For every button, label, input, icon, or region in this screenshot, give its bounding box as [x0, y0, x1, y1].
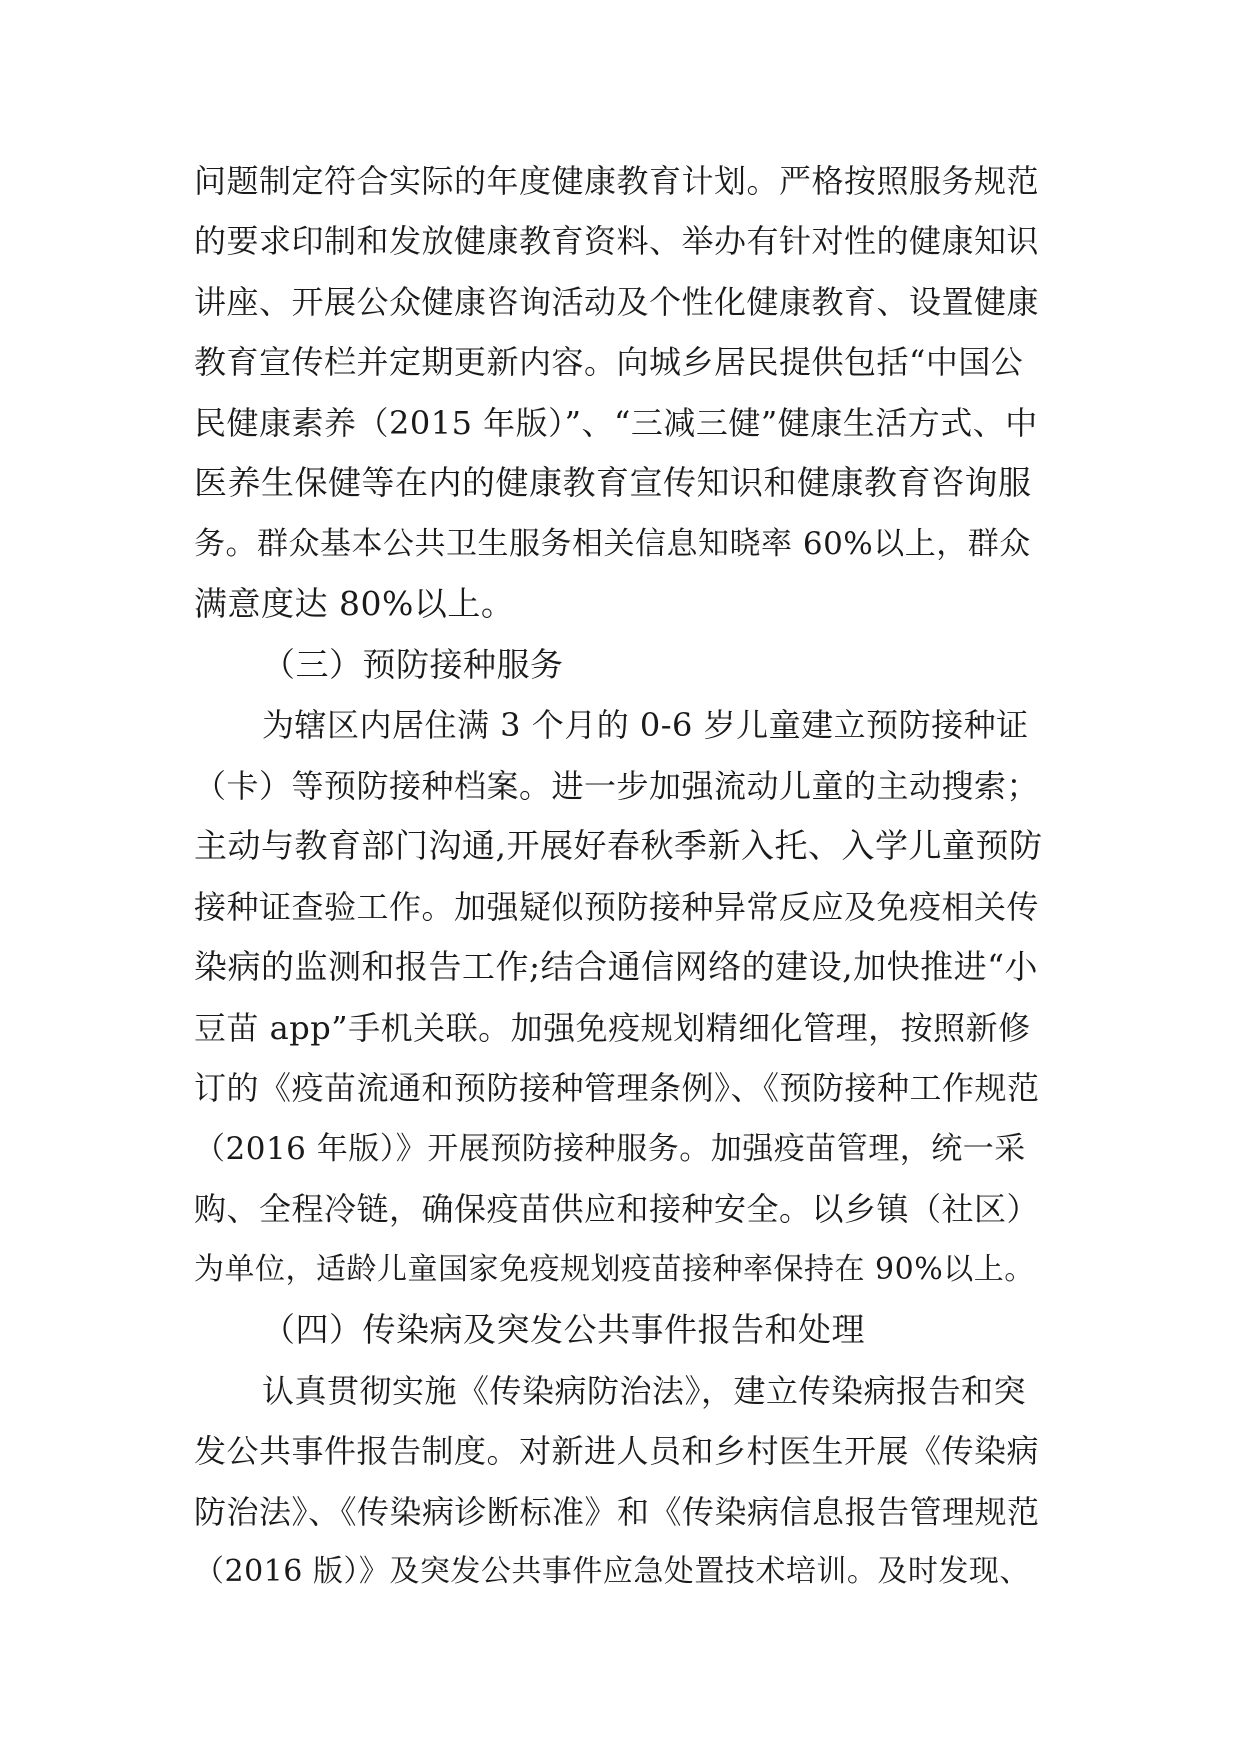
body-text-line: 发公共事件报告制度。对新进人员和乡村医生开展《传染病	[194, 1432, 1040, 1470]
body-text-line: 主动与教育部门沟通,开展好春秋季新入托、入学儿童预防	[194, 826, 1043, 865]
body-text-line: 的要求印制和发放健康教育资料、举办有针对性的健康知识	[194, 222, 1040, 260]
body-text-line: 防治法》、《传染病诊断标准》和《传染病信息报告管理规范	[194, 1493, 1040, 1531]
body-text-line: 满意度达 80%以上。	[194, 584, 515, 623]
body-text-line: 豆苗 app”手机关联。加强免疫规划精细化管理，按照新修	[194, 1009, 1031, 1047]
body-text-line: 务。群众基本公共卫生服务相关信息知晓率 60%以上，群众	[194, 526, 1031, 562]
body-text-line: 问题制定符合实际的年度健康教育计划。严格按照服务规范	[194, 162, 1040, 200]
body-text-line: 民健康素养（2015 年版）”、“三减三健”健康生活方式、中	[194, 404, 1038, 442]
body-text-line: （2016 年版）》开展预防接种服务。加强疫苗管理，统一采	[194, 1131, 1026, 1167]
body-text-line: （2016 版）》及突发公共事件应急处置技术培训。及时发现、	[194, 1554, 1030, 1589]
body-text-line: 接种证查验工作。加强疑似预防接种异常反应及免疫相关传	[194, 888, 1040, 926]
paragraph-first-line: 认真贯彻实施《传染病防治法》，建立传染病报告和突	[262, 1372, 1027, 1410]
body-text-line: 讲座、开展公众健康咨询活动及个性化健康教育、设置健康	[194, 283, 1040, 321]
section-heading: （三）预防接种服务	[262, 645, 564, 684]
body-text-line: （卡）等预防接种档案。进一步加强流动儿童的主动搜索；	[194, 767, 1040, 805]
body-text-line: 为单位，适龄儿童国家免疫规划疫苗接种率保持在 90%以上。	[194, 1252, 1035, 1287]
section-heading: （四）传染病及突发公共事件报告和处理	[262, 1310, 865, 1349]
body-text-line: 染病的监测和报告工作;结合通信网络的建设,加快推进“小	[194, 947, 1038, 986]
body-text-line: 医养生保健等在内的健康教育宣传知识和健康教育咨询服	[194, 463, 1032, 502]
body-text-line: 教育宣传栏并定期更新内容。向城乡居民提供包括“中国公	[194, 343, 1024, 381]
body-text-line: 购、全程冷链，确保疫苗供应和接种安全。以乡镇（社区）	[194, 1190, 1040, 1228]
paragraph-first-line: 为辖区内居住满 3 个月的 0-6 岁儿童建立预防接种证	[262, 706, 1029, 744]
body-text-line: 订的《疫苗流通和预防接种管理条例》、《预防接种工作规范	[194, 1069, 1040, 1107]
